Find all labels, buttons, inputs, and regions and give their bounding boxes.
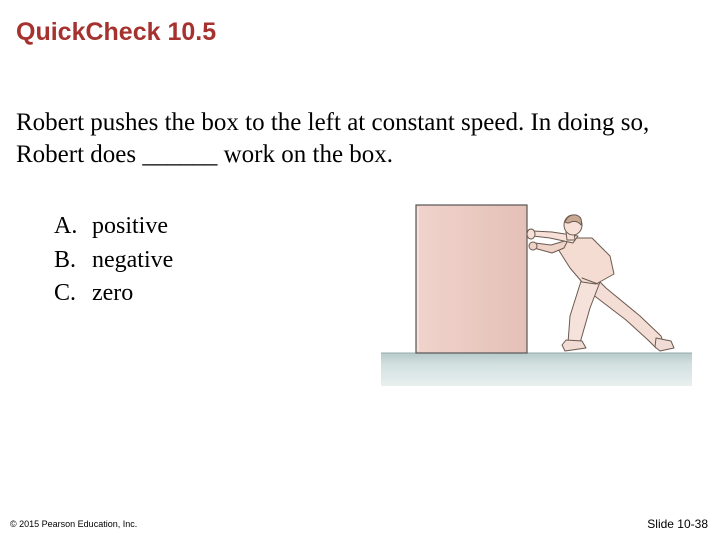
option-c-text: zero (92, 280, 134, 306)
option-b (54, 244, 173, 278)
option-b-text: negative (92, 246, 174, 273)
option-c (54, 277, 173, 311)
floor (381, 353, 692, 386)
answer-options (54, 210, 173, 311)
question-text: Robert pushes the box to the left at constant speed. In doing so, Robert does ______ work on the box. (16, 109, 650, 168)
option-a-text: positive (92, 213, 168, 239)
option-a (54, 210, 173, 244)
option-a-letter: A. (54, 213, 78, 239)
copyright-notice: © 2015 Pearson Education, Inc. (10, 519, 138, 529)
slide-title: QuickCheck 10.5 (16, 18, 217, 46)
slide-number: Slide 10-38 (647, 517, 708, 531)
option-b-letter: B. (54, 246, 77, 273)
option-c-letter: C. (54, 280, 77, 306)
pushing-box-illustration (378, 198, 694, 395)
box (416, 205, 527, 353)
robert-figure (527, 215, 674, 351)
